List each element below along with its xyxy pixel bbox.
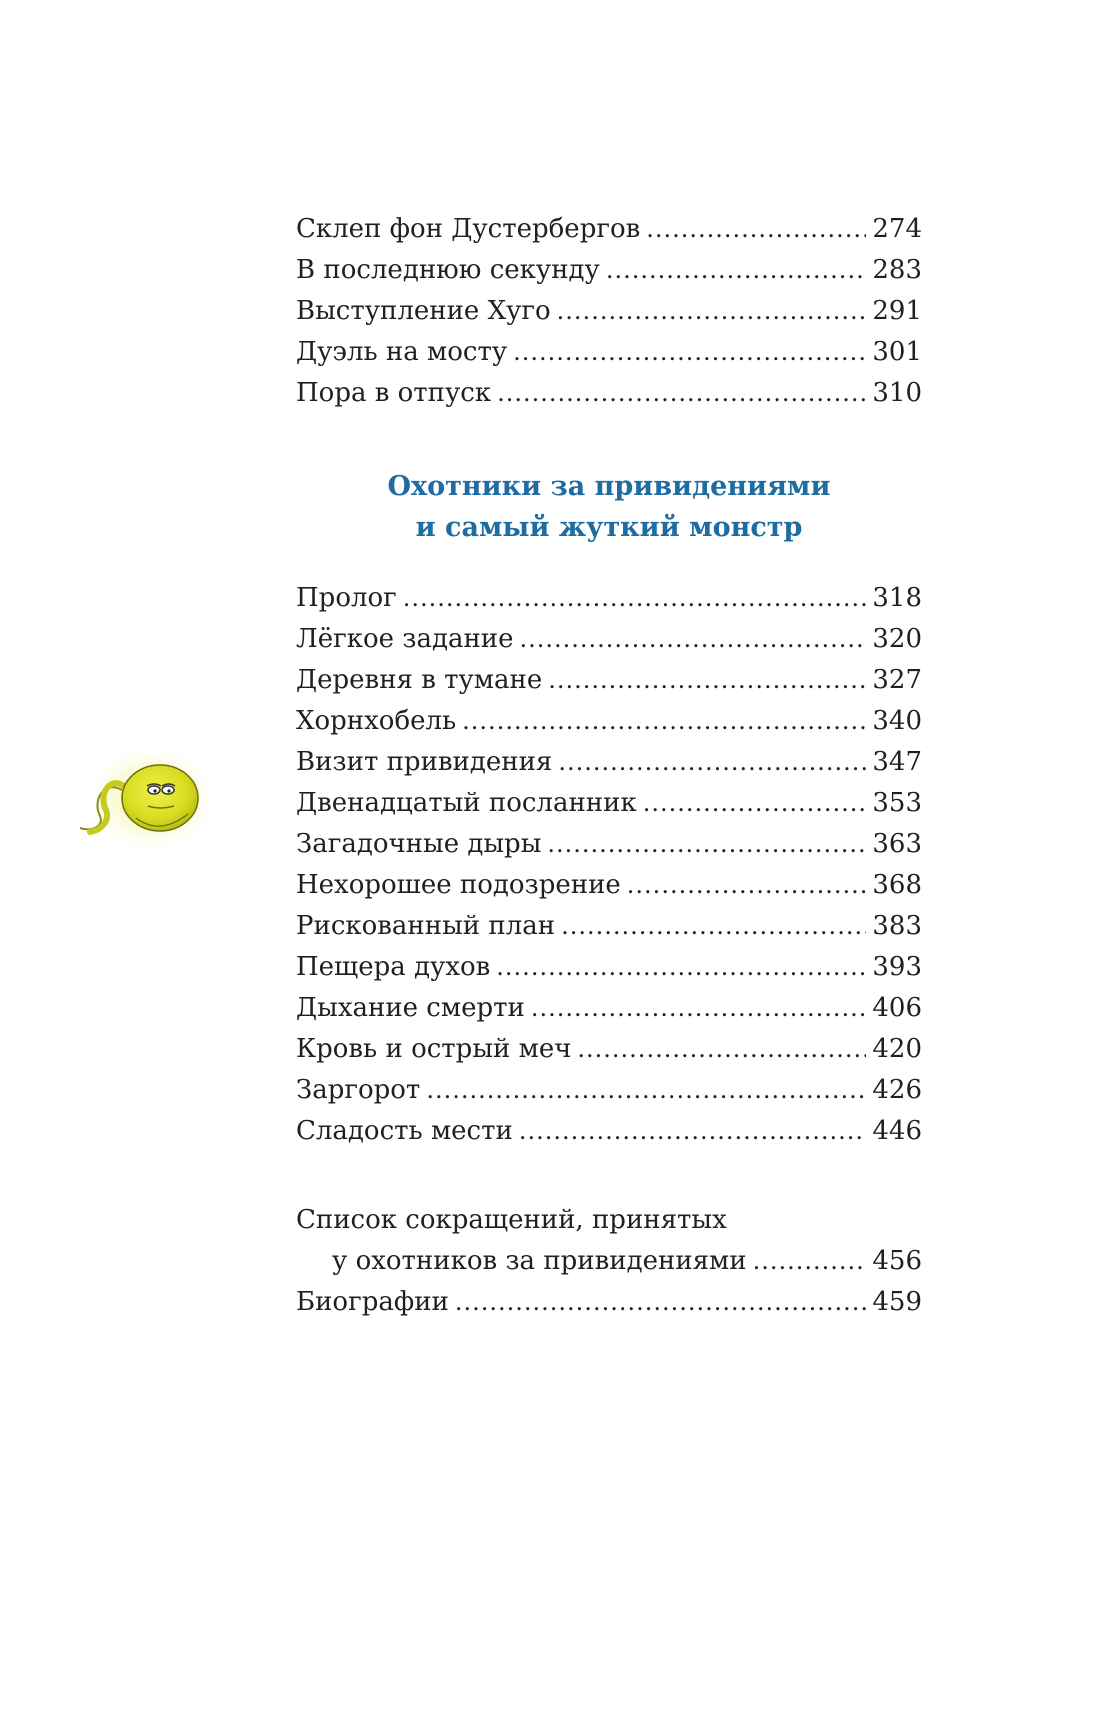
section-heading <box>296 466 922 548</box>
toc-leader-dots <box>557 291 867 332</box>
toc-entry-page: 353 <box>872 788 922 818</box>
toc-entry-title: Выступление Хуго <box>296 296 551 326</box>
toc-entry-title: Заргорот <box>296 1075 421 1105</box>
toc-entry-title: Пора в отпуск <box>296 378 492 408</box>
toc-entry-title: Сладость мести <box>296 1116 513 1146</box>
toc-entry-page: 327 <box>872 665 922 695</box>
toc-entry[interactable] <box>296 209 922 250</box>
toc-entry-page: 340 <box>872 706 922 736</box>
toc-entry-page: 291 <box>872 296 922 326</box>
toc-entry-title: Двенадцатый посланник <box>296 788 637 818</box>
toc-entry[interactable] <box>296 660 922 701</box>
toc-leader-dots <box>548 660 866 701</box>
section-heading-line-2: и самый жуткий монстр <box>415 512 803 543</box>
toc-entry-title: Лёгкое задание <box>296 624 514 654</box>
toc-entry-title: Загадочные дыры <box>296 829 542 859</box>
yellow-ghost-icon <box>52 740 222 860</box>
toc-entry[interactable] <box>296 373 922 414</box>
toc-entry[interactable] <box>296 865 922 906</box>
toc-leader-dots <box>561 906 866 947</box>
toc-leader-dots <box>520 619 867 660</box>
toc-entry-title: Хорнхобель <box>296 706 457 736</box>
toc-leader-dots <box>753 1241 867 1282</box>
toc-leader-dots <box>496 947 866 988</box>
toc-entry-page: 318 <box>872 583 922 613</box>
toc-entry-page: 459 <box>872 1287 922 1317</box>
toc-entry-page: 310 <box>872 378 922 408</box>
toc-entry[interactable] <box>296 824 922 865</box>
toc-entry[interactable] <box>296 1111 922 1152</box>
toc-leader-dots <box>513 332 866 373</box>
toc-entry[interactable] <box>296 250 922 291</box>
toc-leader-dots <box>646 209 866 250</box>
toc-top-block <box>296 209 922 414</box>
toc-leader-dots <box>462 701 866 742</box>
toc-entry-page: 363 <box>872 829 922 859</box>
toc-entry-biographies[interactable] <box>296 1282 922 1323</box>
toc-leader-dots <box>606 250 867 291</box>
toc-entry[interactable] <box>296 291 922 332</box>
toc-entry-page: 406 <box>872 993 922 1023</box>
toc-entry-title: Биографии <box>296 1287 449 1317</box>
toc-entry[interactable] <box>296 783 922 824</box>
toc-entry-page: 456 <box>872 1246 922 1276</box>
toc-entry-title: Склеп фон Дустербергов <box>296 214 641 244</box>
toc-entry-title: Деревня в тумане <box>296 665 543 695</box>
toc-entry-page: 446 <box>872 1116 922 1146</box>
toc-entry[interactable] <box>296 1070 922 1111</box>
toc-entry[interactable] <box>296 332 922 373</box>
toc-entry-title: В последнюю секунду <box>296 255 600 285</box>
section-heading-line-1: Охотники за привидениями <box>387 471 831 502</box>
toc-entry-abbreviations[interactable] <box>296 1200 922 1241</box>
toc-leader-dots <box>577 1029 866 1070</box>
toc-entry-page: 426 <box>872 1075 922 1105</box>
toc-entry-title: Рискованный план <box>296 911 556 941</box>
toc-entry-page: 383 <box>872 911 922 941</box>
toc-entry-title-line-2: у охотников за привидениями <box>332 1246 747 1276</box>
toc-entry-page: 283 <box>872 255 922 285</box>
toc-entry-page: 320 <box>872 624 922 654</box>
toc-leader-dots <box>497 373 866 414</box>
toc-entry[interactable] <box>296 1029 922 1070</box>
toc-leader-dots <box>531 988 867 1029</box>
toc-entry[interactable] <box>296 619 922 660</box>
toc-section-block <box>296 578 922 1152</box>
toc-leader-dots <box>547 824 866 865</box>
toc-entry[interactable] <box>296 742 922 783</box>
toc-entry-title: Пещера духов <box>296 952 491 982</box>
toc-entry[interactable] <box>296 578 922 619</box>
toc-entry[interactable] <box>296 988 922 1029</box>
toc-entry-title: Кровь и острый меч <box>296 1034 572 1064</box>
toc-entry[interactable] <box>296 906 922 947</box>
toc-leader-dots <box>627 865 867 906</box>
toc-entry-page: 274 <box>872 214 922 244</box>
toc-entry-page: 393 <box>872 952 922 982</box>
toc-entry-title: Пролог <box>296 583 397 613</box>
toc-leader-dots <box>403 578 867 619</box>
toc-leader-dots <box>558 742 866 783</box>
toc-entry-title: Дыхание смерти <box>296 993 525 1023</box>
toc-entry-title: Нехорошее подозрение <box>296 870 621 900</box>
toc-leader-dots <box>519 1111 867 1152</box>
toc-entry-page: 347 <box>872 747 922 777</box>
toc-entry-page: 301 <box>872 337 922 367</box>
toc-appendix-block <box>296 1200 922 1323</box>
toc-entry-title: Визит привидения <box>296 747 553 777</box>
toc-leader-dots <box>455 1282 866 1323</box>
toc-entry-title-line-1: Список сокращений, принятых <box>296 1205 727 1235</box>
toc-leader-dots <box>643 783 867 824</box>
toc-leader-dots <box>426 1070 866 1111</box>
toc-entry-abbreviations-cont[interactable] <box>296 1241 922 1282</box>
toc-entry-page: 420 <box>872 1034 922 1064</box>
toc-entry[interactable] <box>296 701 922 742</box>
toc-entry-title: Дуэль на мосту <box>296 337 508 367</box>
toc-entry-page: 368 <box>872 870 922 900</box>
toc-entry[interactable] <box>296 947 922 988</box>
